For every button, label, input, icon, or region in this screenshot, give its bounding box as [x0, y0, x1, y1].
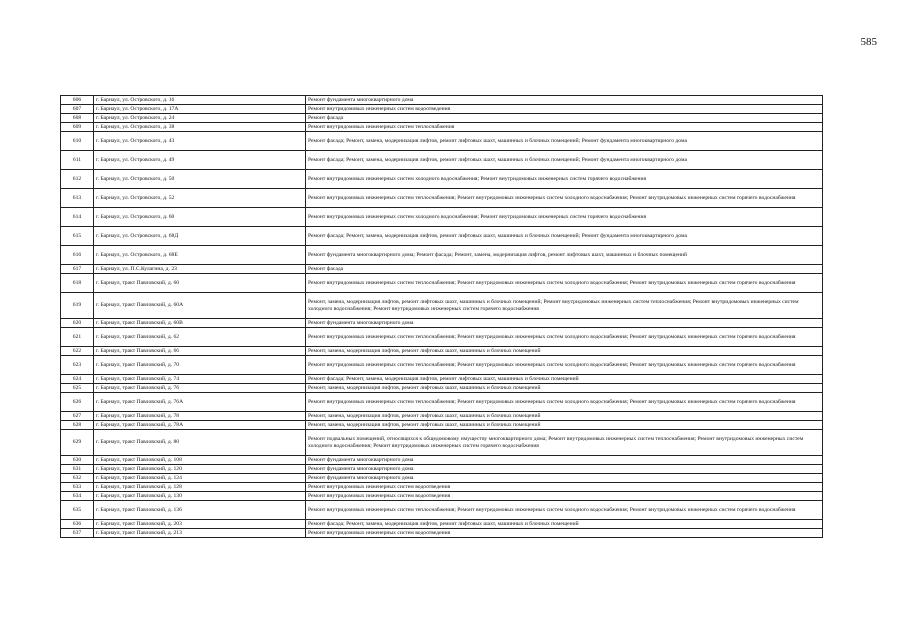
- table-row: [61, 501, 823, 520]
- row-number: 634: [61, 492, 94, 501]
- table-row: [61, 347, 823, 356]
- row-number: 619: [61, 293, 94, 319]
- table-row: [61, 227, 823, 246]
- row-works: Ремонт внутридомовых инженерных систем водоотведения: [306, 483, 823, 492]
- table-row: [61, 123, 823, 132]
- table-row: [61, 246, 823, 265]
- row-number: 630: [61, 456, 94, 465]
- row-works: Ремонт фасада; Ремонт, замена, модернизация лифтов, ремонт лифтовых шахт, машинных и блочных помещений; Ремонт фундамента многоквартирного дома: [306, 151, 823, 170]
- table-row: [61, 265, 823, 274]
- row-address: г. Барнаул, тракт Павловский, д. 60А: [94, 293, 306, 319]
- table-row: [61, 208, 823, 227]
- registry-table: [60, 95, 823, 538]
- row-number: 626: [61, 393, 94, 412]
- row-address: г. Барнаул, тракт Павловский, д. 124: [94, 474, 306, 483]
- row-address: г. Барнаул, тракт Павловский, д. 60В: [94, 319, 306, 328]
- row-works: Ремонт, замена, модернизация лифтов, ремонт лифтовых шахт, машинных и блочных помещений: [306, 412, 823, 421]
- row-number: 620: [61, 319, 94, 328]
- row-address: г. Барнаул, тракт Павловский, д. 62: [94, 328, 306, 347]
- table-row: [61, 96, 823, 105]
- row-address: г. Барнаул, тракт Павловский, д. 60: [94, 274, 306, 293]
- row-number: 622: [61, 347, 94, 356]
- row-address: г. Барнаул, ул. Островского, д. 50: [94, 170, 306, 189]
- row-number: 621: [61, 328, 94, 347]
- row-address: г. Барнаул, ул. Островского, д. 52: [94, 189, 306, 208]
- row-works: Ремонт фасада; Ремонт, замена, модернизация лифтов, ремонт лифтовых шахт, машинных и блочных помещений; Ремонт фундамента многоквартирного дома: [306, 227, 823, 246]
- table-row: [61, 384, 823, 393]
- registry-table-body: [61, 96, 823, 538]
- row-works: Ремонт внутридомовых инженерных систем холодного водоснабжения; Ремонт внутридомовых инженерных систем горячего водоснабжения: [306, 208, 823, 227]
- row-works: Ремонт фасада; Ремонт, замена, модернизация лифтов, ремонт лифтовых шахт, машинных и блочных помещений: [306, 375, 823, 384]
- row-works: Ремонт фундамента многоквартирного дома: [306, 319, 823, 328]
- row-number: 614: [61, 208, 94, 227]
- row-address: г. Барнаул, тракт Павловский, д. 213: [94, 529, 306, 538]
- table-row: [61, 151, 823, 170]
- row-number: 609: [61, 123, 94, 132]
- table-row: [61, 393, 823, 412]
- row-address: г. Барнаул, тракт Павловский, д. 78: [94, 412, 306, 421]
- row-number: 628: [61, 421, 94, 430]
- table-row: [61, 456, 823, 465]
- row-address: г. Барнаул, тракт Павловский, д. 76А: [94, 393, 306, 412]
- row-address: г. Барнаул, тракт Павловский, д. 70: [94, 356, 306, 375]
- row-works: Ремонт внутридомовых инженерных систем водоотведения: [306, 105, 823, 114]
- row-number: 606: [61, 96, 94, 105]
- table-row: [61, 421, 823, 430]
- row-number: 633: [61, 483, 94, 492]
- row-address: г. Барнаул, ул. П.С.Кулагина, д. 23: [94, 265, 306, 274]
- table-row: [61, 375, 823, 384]
- row-address: г. Барнаул, ул. Островского, д. 17А: [94, 105, 306, 114]
- row-works: Ремонт фундамента многоквартирного дома: [306, 96, 823, 105]
- row-works: Ремонт подвальных помещений, относящихся к общедомовому имуществу многоквартирного дома; Ремонт внутридомовых инженерных систем теплоснабжения; Ремонт внутридомовых инженерных систем холодного водоснабжения; Ремонт внутридомовых инженерных систем горячего водоснабжения: [306, 430, 823, 456]
- row-works: Ремонт фундамента многоквартирного дома: [306, 456, 823, 465]
- row-number: 608: [61, 114, 94, 123]
- row-works: Ремонт внутридомовых инженерных систем теплоснабжения; Ремонт внутридомовых инженерных систем холодного водоснабжения; Ремонт внутридомовых инженерных систем горячего водоснабжения: [306, 393, 823, 412]
- row-number: 625: [61, 384, 94, 393]
- row-address: г. Барнаул, тракт Павловский, д. 136: [94, 501, 306, 520]
- row-works: Ремонт внутридомовых инженерных систем холодного водоснабжения; Ремонт внутридомовых инженерных систем горячего водоснабжения: [306, 170, 823, 189]
- table-row: [61, 170, 823, 189]
- row-address: г. Барнаул, ул. Островского, д. 38: [94, 123, 306, 132]
- row-address: г. Барнаул, ул. Островского, д. 60: [94, 208, 306, 227]
- row-works: Ремонт фундамента многоквартирного дома; Ремонт фасада; Ремонт, замена, модернизация лифтов, ремонт лифтовых шахт, машинных и блочных помещений: [306, 246, 823, 265]
- table-row: [61, 319, 823, 328]
- row-works: Ремонт, замена, модернизация лифтов, ремонт лифтовых шахт, машинных и блочных помещений; Ремонт внутридомовых инженерных систем теплоснабжения; Ремонт внутридомовых инженерных систем холодного водоснабжения; Ремонт внутридомовых инженерных систем горячего водоснабжения: [306, 293, 823, 319]
- page-number: 585: [860, 36, 877, 48]
- row-address: г. Барнаул, ул. Островского, д. 68Е: [94, 246, 306, 265]
- table-row: [61, 529, 823, 538]
- row-number: 636: [61, 520, 94, 529]
- row-number: 618: [61, 274, 94, 293]
- row-address: г. Барнаул, тракт Павловский, д. 76: [94, 384, 306, 393]
- row-works: Ремонт внутридомовых инженерных систем теплоснабжения; Ремонт внутридомовых инженерных систем холодного водоснабжения; Ремонт внутридомовых инженерных систем горячего водоснабжения: [306, 501, 823, 520]
- row-works: Ремонт внутридомовых инженерных систем теплоснабжения; Ремонт внутридомовых инженерных систем холодного водоснабжения; Ремонт внутридомовых инженерных систем горячего водоснабжения: [306, 274, 823, 293]
- table-row: [61, 474, 823, 483]
- row-number: 624: [61, 375, 94, 384]
- table-row: [61, 430, 823, 456]
- table-row: [61, 412, 823, 421]
- row-address: г. Барнаул, тракт Павловский, д. 108: [94, 456, 306, 465]
- row-works: Ремонт, замена, модернизация лифтов, ремонт лифтовых шахт, машинных и блочных помещений: [306, 421, 823, 430]
- row-number: 627: [61, 412, 94, 421]
- row-number: 615: [61, 227, 94, 246]
- row-works: Ремонт внутридомовых инженерных систем водоотведения: [306, 529, 823, 538]
- row-works: Ремонт фасада: [306, 265, 823, 274]
- row-address: г. Барнаул, ул. Островского, д. 16: [94, 96, 306, 105]
- row-works: Ремонт внутридомовых инженерных систем теплоснабжения; Ремонт внутридомовых инженерных систем холодного водоснабжения; Ремонт внутридомовых инженерных систем горячего водоснабжения: [306, 189, 823, 208]
- row-address: г. Барнаул, тракт Павловский, д. 130: [94, 492, 306, 501]
- table-row: [61, 293, 823, 319]
- row-number: 613: [61, 189, 94, 208]
- row-address: г. Барнаул, тракт Павловский, д. 66: [94, 347, 306, 356]
- row-number: 635: [61, 501, 94, 520]
- row-works: Ремонт фасада; Ремонт, замена, модернизация лифтов, ремонт лифтовых шахт, машинных и блочных помещений: [306, 520, 823, 529]
- row-number: 617: [61, 265, 94, 274]
- row-address: г. Барнаул, тракт Павловский, д. 74: [94, 375, 306, 384]
- table-row: [61, 328, 823, 347]
- row-works: Ремонт внутридомовых инженерных систем теплоснабжения: [306, 123, 823, 132]
- row-address: г. Барнаул, тракт Павловский, д. 203: [94, 520, 306, 529]
- row-works: Ремонт, замена, модернизация лифтов, ремонт лифтовых шахт, машинных и блочных помещений: [306, 347, 823, 356]
- row-address: г. Барнаул, тракт Павловский, д. 80: [94, 430, 306, 456]
- row-number: 611: [61, 151, 94, 170]
- table-row: [61, 492, 823, 501]
- row-number: 607: [61, 105, 94, 114]
- row-number: 612: [61, 170, 94, 189]
- row-address: г. Барнаул, тракт Павловский, д. 128: [94, 483, 306, 492]
- row-number: 629: [61, 430, 94, 456]
- row-address: г. Барнаул, ул. Островского, д. 68Д: [94, 227, 306, 246]
- row-address: г. Барнаул, тракт Павловский, д. 78А: [94, 421, 306, 430]
- row-number: 632: [61, 474, 94, 483]
- row-address: г. Барнаул, ул. Островского, д. 49: [94, 151, 306, 170]
- row-works: Ремонт фасада: [306, 114, 823, 123]
- row-works: Ремонт фундамента многоквартирного дома: [306, 474, 823, 483]
- row-address: г. Барнаул, тракт Павловский, д. 120: [94, 465, 306, 474]
- table-row: [61, 132, 823, 151]
- row-address: г. Барнаул, ул. Островского, д. 43: [94, 132, 306, 151]
- table-row: [61, 189, 823, 208]
- table-row: [61, 465, 823, 474]
- table-row: [61, 356, 823, 375]
- row-number: 610: [61, 132, 94, 151]
- row-works: Ремонт, замена, модернизация лифтов, ремонт лифтовых шахт, машинных и блочных помещений: [306, 384, 823, 393]
- row-works: Ремонт внутридомовых инженерных систем теплоснабжения; Ремонт внутридомовых инженерных систем холодного водоснабжения; Ремонт внутридомовых инженерных систем горячего водоснабжения: [306, 356, 823, 375]
- row-number: 631: [61, 465, 94, 474]
- row-address: г. Барнаул, ул. Островского, д. 24: [94, 114, 306, 123]
- row-number: 637: [61, 529, 94, 538]
- row-works: Ремонт фундамента многоквартирного дома: [306, 465, 823, 474]
- table-row: [61, 105, 823, 114]
- row-number: 623: [61, 356, 94, 375]
- row-works: Ремонт внутридомовых инженерных систем теплоснабжения; Ремонт внутридомовых инженерных систем холодного водоснабжения; Ремонт внутридомовых инженерных систем горячего водоснабжения: [306, 328, 823, 347]
- table-row: [61, 483, 823, 492]
- table-row: [61, 114, 823, 123]
- table-row: [61, 520, 823, 529]
- table-row: [61, 274, 823, 293]
- row-works: Ремонт внутридомовых инженерных систем водоотведения: [306, 492, 823, 501]
- row-works: Ремонт фасада; Ремонт, замена, модернизация лифтов, ремонт лифтовых шахт, машинных и блочных помещений; Ремонт фундамента многоквартирного дома: [306, 132, 823, 151]
- row-number: 616: [61, 246, 94, 265]
